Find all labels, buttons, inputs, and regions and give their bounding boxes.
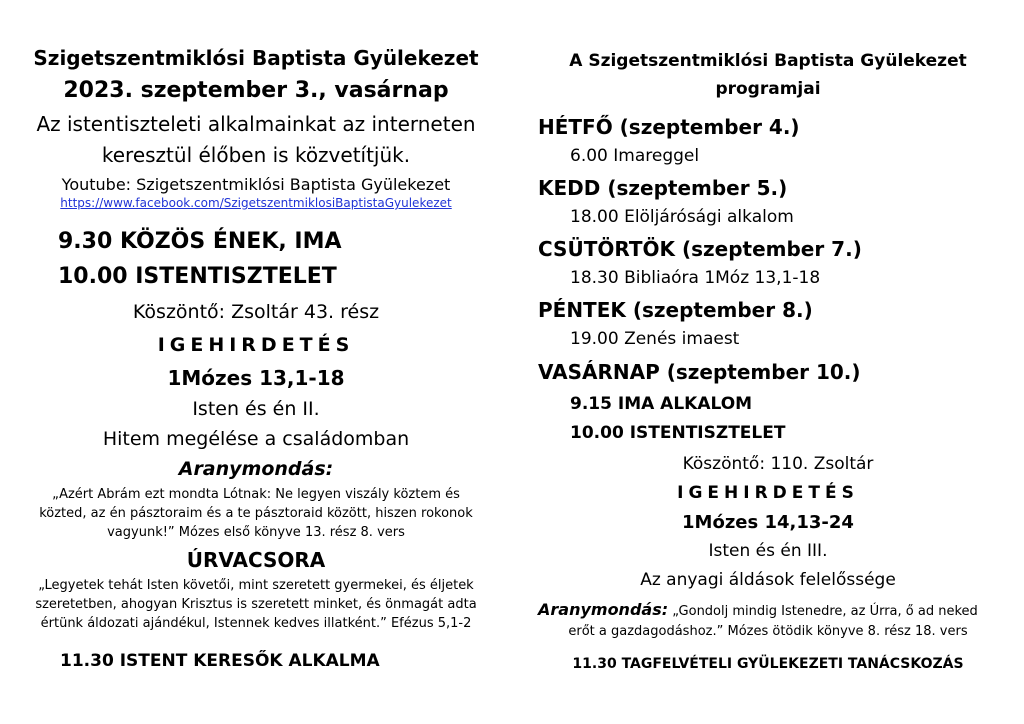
youtube-info: Youtube: Szigetszentmiklósi Baptista Gyülekezet bbox=[61, 175, 451, 194]
communion-verse-line-1: „Legyetek tehát Isten követői, mint szeretett gyermekei, és éljetek bbox=[38, 578, 474, 593]
day-heading-tuesday: KEDD (szeptember 5.) bbox=[538, 176, 788, 200]
golden-verse-label: Aranymondás: bbox=[538, 600, 669, 619]
schedule-song-prayer: 9.30 KÖZÖS ÉNEK, IMA bbox=[58, 229, 342, 254]
golden-verse-line-1-wrap bbox=[538, 600, 978, 619]
golden-verse-label: Aranymondás: bbox=[178, 458, 334, 480]
scripture-reference: 1Mózes 14,13-24 bbox=[682, 512, 854, 533]
golden-verse-line-3: vagyunk!” Mózes első könyve 13. rész 8. vers bbox=[107, 525, 405, 540]
communion-verse-line-2: szeretetben, ahogyan Krisztus is szeretett minket, és önmagát adta bbox=[35, 597, 477, 612]
day-event-tuesday: 18.00 Elöljárósági alkalom bbox=[570, 207, 794, 227]
sermon-heading: IGEHIRDETÉS bbox=[677, 483, 859, 503]
day-heading-monday: HÉTFŐ (szeptember 4.) bbox=[538, 115, 800, 139]
sunday-service: 10.00 ISTENTISZTELET bbox=[570, 423, 786, 443]
golden-verse-line-1: „Azért Abrám ezt mondta Lótnak: Ne legyen viszály köztem és bbox=[52, 487, 460, 502]
greeting: Köszöntő: 110. Zsoltár bbox=[682, 454, 874, 474]
day-heading-thursday: CSÜTÖRTÖK (szeptember 7.) bbox=[538, 237, 862, 261]
golden-verse-line-1: „Gondolj mindig Istenedre, az Úrra, ő ad neked bbox=[672, 604, 978, 619]
schedule-service: 10.00 ISTENTISZTELET bbox=[58, 264, 337, 289]
sermon-series: Isten és én II. bbox=[192, 398, 320, 420]
service-date: 2023. szeptember 3., vasárnap bbox=[63, 78, 449, 103]
day-event-thursday: 18.30 Bibliaóra 1Móz 13,1-18 bbox=[570, 268, 821, 288]
facebook-link[interactable]: https://www.facebook.com/SzigetszentmiklosiBaptistaGyulekezet bbox=[60, 196, 452, 210]
seekers-meeting: 11.30 ISTENT KERESŐK ALKALMA bbox=[60, 651, 380, 671]
communion-heading: ÚRVACSORA bbox=[186, 548, 326, 572]
day-event-monday: 6.00 Imareggel bbox=[570, 146, 700, 166]
programs-title: A Szigetszentmiklósi Baptista Gyülekezet bbox=[569, 51, 967, 71]
day-heading-friday: PÉNTEK (szeptember 8.) bbox=[538, 298, 813, 322]
day-heading-sunday: VASÁRNAP (szeptember 10.) bbox=[538, 360, 861, 384]
intro-line-1: Az istentiszteleti alkalmainkat az interneten bbox=[36, 112, 476, 136]
sunday-prayer: 9.15 IMA ALKALOM bbox=[570, 394, 753, 414]
church-title: Szigetszentmiklósi Baptista Gyülekezet bbox=[33, 46, 479, 70]
membership-meeting: 11.30 TAGFELVÉTELI GYÜLEKEZETI TANÁCSKOZÁS bbox=[572, 656, 964, 672]
golden-verse-line-2: erőt a gazdagodáshoz.” Mózes ötödik könyve 8. rész 18. vers bbox=[568, 624, 968, 639]
intro-line-2: keresztül élőben is közvetítjük. bbox=[101, 143, 411, 167]
facebook-link-wrap bbox=[0, 196, 512, 210]
sermon-heading: IGEHIRDETÉS bbox=[157, 334, 355, 356]
sermon-series: Isten és én III. bbox=[708, 541, 828, 561]
golden-verse-line-2: közted, az én pásztoraim és a te pásztoraid között, hiszen rokonok bbox=[39, 506, 473, 521]
sermon-topic: Hitem megélése a családomban bbox=[102, 428, 410, 450]
communion-verse-line-3: értünk áldozati ajándékul, Istennek kedves illatként.” Efézus 5,1-2 bbox=[40, 616, 472, 631]
day-event-friday: 19.00 Zenés imaest bbox=[570, 329, 740, 349]
sermon-topic: Az anyagi áldások felelőssége bbox=[640, 570, 896, 590]
greeting: Köszöntő: Zsoltár 43. rész bbox=[132, 301, 380, 323]
programs-subtitle: programjai bbox=[715, 79, 821, 99]
scripture-reference: 1Mózes 13,1-18 bbox=[167, 366, 345, 390]
